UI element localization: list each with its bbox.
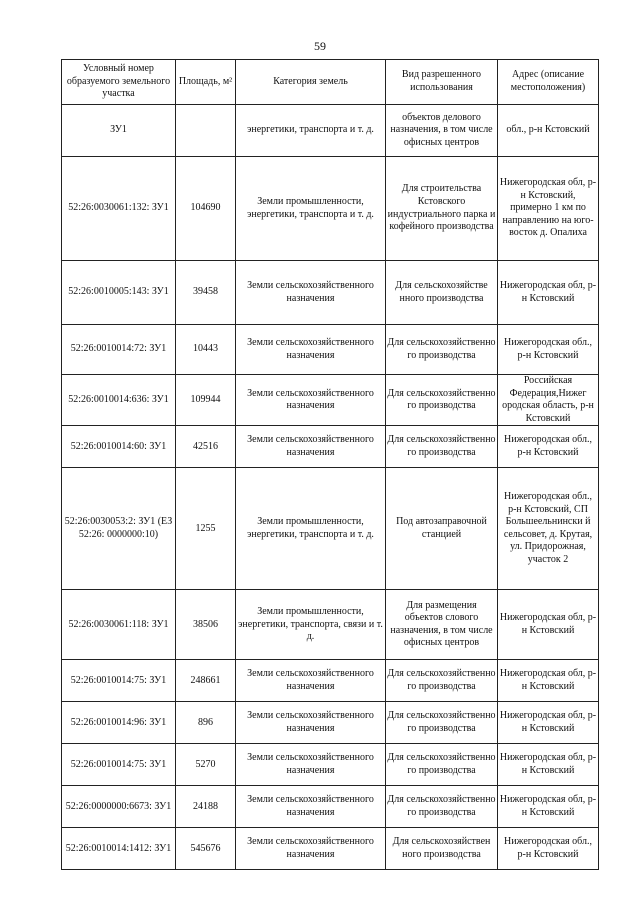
table-row	[62, 375, 599, 426]
land-category-cell: Земли сельскохозяйственного назначения	[236, 660, 386, 702]
header-area: Площадь, м²	[176, 60, 236, 105]
plot-number-cell: 52:26:0010005:143: ЗУ1	[62, 261, 176, 325]
plot-number-cell: 52:26:0010014:72: ЗУ1	[62, 325, 176, 375]
area-cell: 248661	[176, 660, 236, 702]
land-category-cell: Земли промышленности, энергетики, транспорта и т. д.	[236, 157, 386, 261]
plot-number-cell: 52:26:0010014:96: ЗУ1	[62, 702, 176, 744]
permitted-use-cell: Для сельскохозяйственно го производства	[386, 325, 498, 375]
area-cell: 38506	[176, 590, 236, 660]
plot-number-cell: 52:26:0000000:6673: ЗУ1	[62, 786, 176, 828]
permitted-use-cell: Для сельскохозяйстве нного производства	[386, 261, 498, 325]
address-cell: Нижегородская обл, р-н Кстовский	[498, 744, 599, 786]
permitted-use-cell: Для строительства Кстовского индустриального парка и кофейного производства	[386, 157, 498, 261]
land-plots-table	[61, 59, 599, 870]
header-land-category: Категория земель	[236, 60, 386, 105]
permitted-use-cell: Для сельскохозяйственно го производства	[386, 702, 498, 744]
permitted-use-cell: Под автозаправочной станцией	[386, 468, 498, 590]
table-row	[62, 105, 599, 157]
plot-number-cell: 52:26:0030061:118: ЗУ1	[62, 590, 176, 660]
address-cell: Нижегородская обл, р-н Кстовский	[498, 660, 599, 702]
table-row	[62, 468, 599, 590]
land-category-cell: Земли сельскохозяйственного назначения	[236, 744, 386, 786]
address-cell: обл., р-н Кстовский	[498, 105, 599, 157]
land-category-cell: Земли сельскохозяйственного назначения	[236, 261, 386, 325]
plot-number-cell: 52:26:0010014:75: ЗУ1	[62, 660, 176, 702]
land-category-cell: Земли промышленности, энергетики, транспорта и т. д.	[236, 468, 386, 590]
plot-number-cell: 52:26:0030053:2: ЗУ1 (ЕЗ 52:26: 0000000:10)	[62, 468, 176, 590]
header-plot-number: Условный номер образуемого земельного участка	[62, 60, 176, 105]
area-cell: 896	[176, 702, 236, 744]
land-category-cell: Земли сельскохозяйственного назначения	[236, 702, 386, 744]
land-category-cell: Земли сельскохозяйственного назначения	[236, 426, 386, 468]
address-cell: Российская Федерация,Нижег ородская область, р-н Кстовский	[498, 375, 599, 426]
plot-number-cell: ЗУ1	[62, 105, 176, 157]
permitted-use-cell: Для сельскохозяйственно го производства	[386, 375, 498, 426]
permitted-use-cell: Для сельскохозяйственно го производства	[386, 660, 498, 702]
permitted-use-cell: объектов делового назначения, в том числе офисных центров	[386, 105, 498, 157]
address-cell: Нижегородская обл., р-н Кстовский, СП Большеельнински й сельсовет, д. Крутая, ул. Придорожная, участок 2	[498, 468, 599, 590]
land-category-cell: Земли сельскохозяйственного назначения	[236, 828, 386, 870]
address-cell: Нижегородская обл, р-н Кстовский	[498, 261, 599, 325]
area-cell: 545676	[176, 828, 236, 870]
address-cell: Нижегородская обл, р-н Кстовский	[498, 786, 599, 828]
permitted-use-cell: Для сельскохозяйственно го производства	[386, 744, 498, 786]
plot-number-cell: 52:26:0010014:75: ЗУ1	[62, 744, 176, 786]
permitted-use-cell: Для размещения объектов слового назначения, в том числе офисных центров	[386, 590, 498, 660]
address-cell: Нижегородская обл., р-н Кстовский	[498, 325, 599, 375]
address-cell: Нижегородская обл, р-н Кстовский	[498, 590, 599, 660]
address-cell: Нижегородская обл., р-н Кстовский	[498, 426, 599, 468]
table-row	[62, 261, 599, 325]
permitted-use-cell: Для сельскохозяйствен ного производства	[386, 828, 498, 870]
area-cell: 39458	[176, 261, 236, 325]
area-cell: 104690	[176, 157, 236, 261]
area-cell: 1255	[176, 468, 236, 590]
land-category-cell: Земли сельскохозяйственного назначения	[236, 375, 386, 426]
table-row	[62, 744, 599, 786]
table-row	[62, 325, 599, 375]
table-row	[62, 590, 599, 660]
area-cell: 109944	[176, 375, 236, 426]
area-cell: 5270	[176, 744, 236, 786]
address-cell: Нижегородская обл, р-н Кстовский, примерно 1 км по направлению на юго-восток д. Опалиха	[498, 157, 599, 261]
land-category-cell: энергетики, транспорта и т. д.	[236, 105, 386, 157]
header-address: Адрес (описание местоположения)	[498, 60, 599, 105]
table-row	[62, 786, 599, 828]
plot-number-cell: 52:26:0010014:1412: ЗУ1	[62, 828, 176, 870]
table-row	[62, 157, 599, 261]
header-permitted-use: Вид разрешенного использования	[386, 60, 498, 105]
table-body	[62, 105, 599, 870]
permitted-use-cell: Для сельскохозяйственно го производства	[386, 426, 498, 468]
land-category-cell: Земли сельскохозяйственного назначения	[236, 786, 386, 828]
table-row	[62, 702, 599, 744]
area-cell: 10443	[176, 325, 236, 375]
plot-number-cell: 52:26:0030061:132: ЗУ1	[62, 157, 176, 261]
land-category-cell: Земли сельскохозяйственного назначения	[236, 325, 386, 375]
area-cell: 42516	[176, 426, 236, 468]
address-cell: Нижегородская обл, р-н Кстовский	[498, 702, 599, 744]
permitted-use-cell: Для сельскохозяйственно го производства	[386, 786, 498, 828]
plot-number-cell: 52:26:0010014:60: ЗУ1	[62, 426, 176, 468]
address-cell: Нижегородская обл., р-н Кстовский	[498, 828, 599, 870]
area-cell	[176, 105, 236, 157]
table-row	[62, 828, 599, 870]
page-number: 59	[314, 39, 326, 53]
plot-number-cell: 52:26:0010014:636: ЗУ1	[62, 375, 176, 426]
table-header-row	[62, 60, 599, 105]
table-row	[62, 660, 599, 702]
area-cell: 24188	[176, 786, 236, 828]
table-row	[62, 426, 599, 468]
land-category-cell: Земли промышленности, энергетики, транспорта, связи и т. д.	[236, 590, 386, 660]
